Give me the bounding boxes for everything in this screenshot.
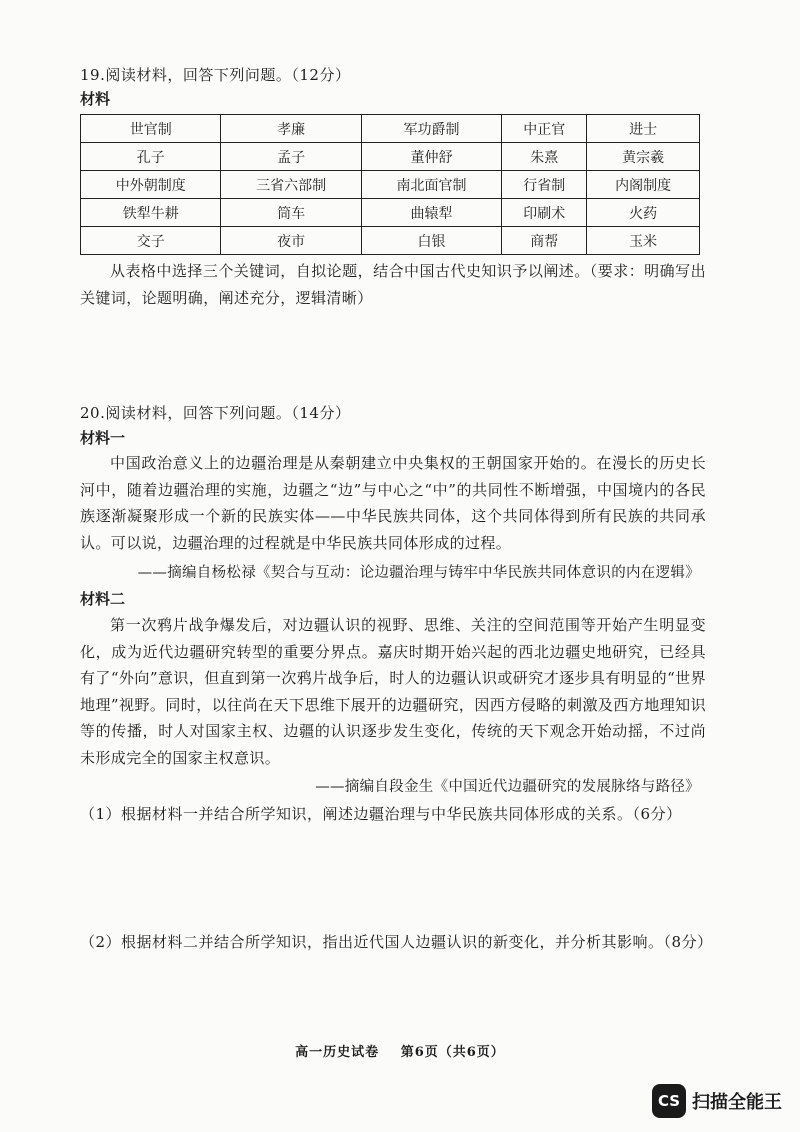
table-cell: 董仲舒: [361, 143, 501, 171]
table-cell: 曲辕犁: [361, 199, 501, 227]
q20-material1-text: 中国政治意义上的边疆治理是从秦朝建立中央集权的王朝国家开始的。在漫长的历史长河中，随着边疆治理的实施，边疆之“边”与中心之“中”的共同性不断增强，中国境内的各民族逐渐凝聚形成一个新的民族实体——中华民族共同体，这个共同体得到所有民族的共同承认。可以说，边疆治理的过程就是中华民族共同体形成的过程。: [80, 454, 706, 552]
table-cell: 白银: [361, 227, 501, 255]
q19-instruction: 从表格中选择三个关键词，自拟论题，结合中国古代史知识予以阐述。（要求：明确写出关键词，论题明确，阐述充分，逻辑清晰）: [80, 262, 706, 307]
table-cell: 中外朝制度: [81, 171, 221, 199]
q19-heading: 19.阅读材料，回答下列问题。（12分）: [80, 66, 351, 84]
table-row: [81, 199, 700, 227]
footer-page-number: 第6页（共6页）: [400, 1045, 505, 1060]
table-cell: 印刷术: [502, 199, 587, 227]
q20-material2-source: ——摘编自段金生《中国近代边疆研究的发展脉络与路径》: [315, 779, 700, 795]
q20-heading: 20.阅读材料，回答下列问题。（14分）: [80, 404, 351, 422]
footer-exam-title: 高一历史试卷: [295, 1045, 380, 1060]
table-cell: 军功爵制: [361, 115, 501, 143]
q20-material1-label: 材料一: [80, 429, 126, 447]
table-row: [81, 115, 700, 143]
table-cell: 中正官: [502, 115, 587, 143]
table-cell: 孝廉: [221, 115, 361, 143]
table-cell: 夜市: [221, 227, 361, 255]
keyword-table: [80, 114, 700, 255]
table-cell: 筒车: [221, 199, 361, 227]
table-cell: 朱熹: [502, 143, 587, 171]
table-cell: 世官制: [81, 115, 221, 143]
q19-material-label: 材料: [80, 90, 111, 108]
table-cell: 交子: [81, 227, 221, 255]
table-cell: 商帮: [502, 227, 587, 255]
table-row: [81, 227, 700, 255]
q20-sub1: （1）根据材料一并结合所学知识，阐述边疆治理与中华民族共同体形成的关系。（6分）: [80, 805, 682, 823]
table-cell: 黄宗羲: [587, 143, 700, 171]
table-cell: 南北面官制: [361, 171, 501, 199]
table-cell: 火药: [587, 199, 700, 227]
q20-material2-text: 第一次鸦片战争爆发后，对边疆认识的视野、思维、关注的空间范围等开始产生明显变化，成为近代边疆研究转型的重要分界点。嘉庆时期开始兴起的西北边疆史地研究，已经具有了“外向”意识，但直到第一次鸦片战争后，时人的边疆认识或研究才逐步具有明显的“世界地理”视野。同时，以往尚在天下思维下展开的边疆研究，因西方侵略的刺激及西方地理知识等的传播，时人对国家主权、边疆的认识逐步发生变化，传统的天下观念开始动摇，不过尚未形成完全的国家主权意识。: [80, 616, 706, 767]
q20-material1-source: ——摘编自杨松禄《契合与互动：论边疆治理与铸牢中华民族共同体意识的内在逻辑》: [137, 565, 700, 581]
table-cell: 进士: [587, 115, 700, 143]
table-cell: 铁犁牛耕: [81, 199, 221, 227]
table-cell: 内阁制度: [587, 171, 700, 199]
table-cell: 孟子: [221, 143, 361, 171]
table-row: [81, 171, 700, 199]
page-footer: [0, 1041, 800, 1060]
table-cell: 三省六部制: [221, 171, 361, 199]
scanner-watermark: [652, 1084, 782, 1118]
table-cell: 行省制: [502, 171, 587, 199]
q20-material2-label: 材料二: [80, 590, 126, 608]
table-row: [81, 143, 700, 171]
camscanner-logo-icon: CS: [652, 1084, 686, 1118]
table-cell: 孔子: [81, 143, 221, 171]
q20-sub2: （2）根据材料二并结合所学知识，指出近代国人边疆认识的新变化，并分析其影响。（8分）: [80, 933, 713, 951]
table-cell: 玉米: [587, 227, 700, 255]
watermark-text: 扫描全能王: [692, 1092, 782, 1113]
